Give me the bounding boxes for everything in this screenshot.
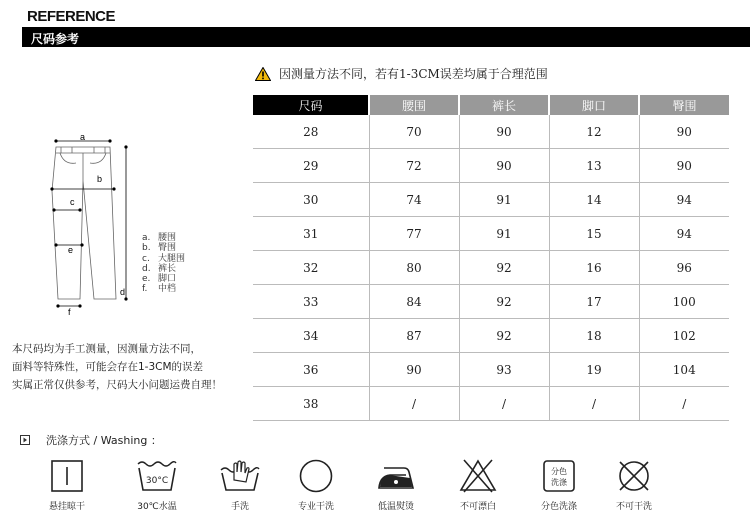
svg-text:分色: 分色 (551, 467, 567, 476)
size-table (253, 95, 729, 421)
wash-item-iron-low: 低温熨烫 (366, 458, 426, 512)
table-row (253, 149, 729, 183)
wash-item-hang-dry: 悬挂晾干 (37, 458, 97, 512)
table-row (253, 115, 729, 149)
table-cell: 90 (459, 149, 549, 183)
diagram-letter-f: f (68, 307, 71, 315)
table-row (253, 285, 729, 319)
diagram-legend (142, 233, 185, 295)
table-row (253, 319, 729, 353)
table-row (253, 387, 729, 421)
note-line: 本尺码均为手工测量，因测量方法不同， (12, 343, 201, 355)
table-cell: 87 (369, 319, 459, 353)
legend-item: d. 裤长 (142, 263, 177, 274)
wash-item-30c: 30°C 30℃水温 (127, 458, 187, 512)
wash-item-separate: 分色 洗涤 分色洗涤 (529, 458, 589, 512)
table-cell: 93 (459, 353, 549, 387)
table-cell: / (639, 387, 729, 421)
pants-diagram (40, 135, 140, 315)
wash-item-no-bleach: 不可漂白 (448, 458, 508, 512)
table-cell: 90 (639, 149, 729, 183)
iron-low-icon (376, 458, 416, 494)
header-hem: 脚口 (549, 95, 639, 115)
warning-icon (255, 67, 271, 81)
table-cell: 90 (639, 115, 729, 149)
washing-header (20, 432, 162, 448)
table-cell: 92 (459, 251, 549, 285)
diagram-letter-b: b (97, 174, 103, 184)
legend-item: a. 腰围 (142, 233, 177, 243)
table-cell: 19 (549, 353, 639, 387)
reference-subtitle: 尺码参考 (31, 32, 80, 46)
wash-item-hand-wash: 手洗 (210, 458, 270, 512)
wash-item-no-dry-clean: 不可干洗 (604, 458, 664, 512)
wash-separately-icon (541, 458, 577, 494)
diagram-letter-a: a (80, 135, 86, 142)
table-cell: 84 (369, 285, 459, 319)
diagram-letter-e: e (68, 245, 74, 255)
measurement-warning (255, 65, 548, 82)
table-cell: 90 (369, 353, 459, 387)
table-cell: 28 (253, 115, 369, 149)
legend-item: b. 臀围 (142, 243, 177, 254)
table-cell: 96 (639, 251, 729, 285)
table-cell: 38 (253, 387, 369, 421)
dry-clean-icon (298, 458, 334, 494)
hand-wash-icon (219, 458, 261, 494)
reference-title: REFERENCE (27, 8, 116, 25)
note-line: 面料等特殊性，可能会存在1-3CM的误差 (12, 361, 204, 373)
svg-text:洗涤: 洗涤 (551, 478, 567, 487)
wash-30-icon (136, 458, 178, 494)
svg-text:30°C: 30°C (145, 476, 169, 486)
table-cell: 12 (549, 115, 639, 149)
bullet-icon (20, 435, 30, 445)
legend-item: f. 中档 (142, 284, 177, 295)
table-cell: 72 (369, 149, 459, 183)
table-cell: 100 (639, 285, 729, 319)
table-cell: 17 (549, 285, 639, 319)
legend-item: c. 大腿围 (142, 253, 186, 264)
header-size: 尺码 (253, 95, 369, 115)
table-cell: 33 (253, 285, 369, 319)
table-cell: 104 (639, 353, 729, 387)
table-cell: 94 (639, 183, 729, 217)
diagram-letter-d: d (120, 287, 126, 297)
table-cell: 31 (253, 217, 369, 251)
legend-item: e. 脚口 (142, 274, 177, 285)
no-dry-clean-icon (616, 458, 652, 494)
header-length: 裤长 (459, 95, 549, 115)
table-cell: 102 (639, 319, 729, 353)
table-cell: 91 (459, 217, 549, 251)
table-cell: 14 (549, 183, 639, 217)
table-cell: 30 (253, 183, 369, 217)
no-bleach-icon (458, 458, 498, 494)
table-cell: / (459, 387, 549, 421)
table-cell: 16 (549, 251, 639, 285)
table-cell: 70 (369, 115, 459, 149)
table-row (253, 217, 729, 251)
table-cell: 80 (369, 251, 459, 285)
washing-title: 洗涤方式 / Washing ： (46, 434, 162, 447)
table-cell: / (369, 387, 459, 421)
reference-bar (22, 27, 750, 47)
table-cell: / (549, 387, 639, 421)
wash-item-dry-clean: 专业干洗 (286, 458, 346, 512)
table-cell: 92 (459, 285, 549, 319)
table-row (253, 251, 729, 285)
size-table-header (253, 95, 729, 115)
table-cell: 13 (549, 149, 639, 183)
table-cell: 94 (639, 217, 729, 251)
table-cell: 32 (253, 251, 369, 285)
table-cell: 36 (253, 353, 369, 387)
table-cell: 77 (369, 217, 459, 251)
note-line: 实属正常仅供参考，尺码大小问题运费自理！ (12, 379, 222, 391)
table-cell: 29 (253, 149, 369, 183)
table-cell: 74 (369, 183, 459, 217)
hang-dry-icon (49, 458, 85, 494)
warning-text: 因测量方法不同，若有1-3CM误差均属于合理范围 (279, 67, 548, 81)
table-cell: 34 (253, 319, 369, 353)
table-cell: 91 (459, 183, 549, 217)
table-cell: 92 (459, 319, 549, 353)
table-cell: 18 (549, 319, 639, 353)
table-cell: 90 (459, 115, 549, 149)
diagram-letter-c: c (70, 197, 75, 207)
table-row (253, 183, 729, 217)
header-waist: 腰围 (369, 95, 459, 115)
table-row (253, 353, 729, 387)
header-hip: 臀围 (639, 95, 729, 115)
measurement-note (12, 340, 222, 394)
table-cell: 15 (549, 217, 639, 251)
